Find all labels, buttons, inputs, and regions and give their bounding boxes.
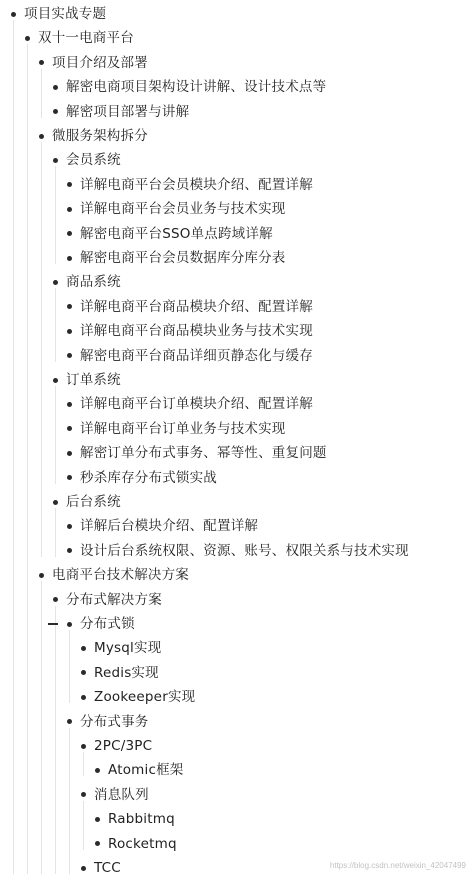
bullet-icon[interactable] (81, 695, 86, 700)
outline-item[interactable] (0, 734, 474, 758)
outline-item[interactable] (0, 490, 474, 514)
outline-item[interactable] (0, 441, 474, 465)
bullet-icon[interactable] (81, 670, 86, 675)
bullet-icon[interactable] (95, 841, 100, 846)
outline-item[interactable] (0, 26, 474, 50)
outline-item-label: Mysql实现 (94, 640, 162, 657)
outline-item-label: TCC (94, 860, 121, 876)
outline-item[interactable] (0, 173, 474, 197)
outline-item[interactable] (0, 197, 474, 221)
outline-item[interactable] (0, 612, 474, 636)
bullet-icon[interactable] (81, 744, 86, 749)
outline-item-label: 详解电商平台会员模块介绍、配置详解 (80, 176, 313, 193)
outline-item[interactable] (0, 514, 474, 538)
outline-item-label: 双十一电商平台 (38, 30, 134, 47)
collapse-icon[interactable] (48, 623, 58, 625)
outline-item-label: Zookeeper实现 (94, 689, 196, 706)
bullet-icon[interactable] (67, 426, 72, 431)
outline-item-label: 详解后台模块介绍、配置详解 (80, 518, 259, 535)
outline-item-label: 电商平台技术解决方案 (52, 567, 189, 584)
outline-item-label: Atomic框架 (108, 762, 184, 779)
bullet-icon[interactable] (53, 378, 58, 383)
outline-item[interactable] (0, 344, 474, 368)
outline-item[interactable] (0, 832, 474, 856)
outline-item-label: 详解电商平台商品模块业务与技术实现 (80, 323, 313, 340)
outline-item[interactable] (0, 783, 474, 807)
bullet-icon[interactable] (53, 109, 58, 114)
outline-item-label: 设计后台系统权限、资源、账号、权限关系与技术实现 (80, 542, 409, 559)
outline-item[interactable] (0, 539, 474, 563)
bullet-icon[interactable] (67, 622, 72, 627)
bullet-icon[interactable] (67, 451, 72, 456)
bullet-icon[interactable] (81, 866, 86, 871)
outline-item-label: 微服务架构拆分 (52, 128, 148, 144)
outline-item[interactable] (0, 661, 474, 685)
bullet-icon[interactable] (67, 402, 72, 407)
outline-item-label: 解密电商平台商品详细页静态化与缓存 (80, 347, 313, 364)
outline-item-label: 分布式解决方案 (66, 591, 162, 608)
outline-item-label: 详解电商平台订单模块介绍、配置详解 (80, 396, 313, 413)
bullet-icon[interactable] (67, 182, 72, 187)
bullet-icon[interactable] (53, 280, 58, 285)
bullet-icon[interactable] (39, 134, 44, 139)
bullet-icon[interactable] (11, 12, 16, 17)
bullet-icon[interactable] (67, 256, 72, 261)
outline-item[interactable] (0, 222, 474, 246)
outline-item[interactable] (0, 124, 474, 148)
bullet-icon[interactable] (67, 353, 72, 358)
bullet-icon[interactable] (67, 524, 72, 529)
outline-item-label: 会员系统 (66, 152, 121, 169)
bullet-icon[interactable] (67, 548, 72, 553)
outline-item-label: Redis实现 (94, 664, 159, 681)
outline-item[interactable] (0, 588, 474, 612)
outline-item-label: 解密电商平台SSO单点跨域详解 (80, 225, 273, 242)
outline-item-label: 解密电商平台会员数据库分库分表 (80, 250, 286, 266)
watermark: https://blog.csdn.net/weixin_42047499 (329, 861, 466, 870)
outline-item-label: 解密电商项目架构设计讲解、设计技术点等 (66, 79, 327, 96)
outline-item-label: 解密项目部署与讲解 (66, 103, 190, 120)
bullet-icon[interactable] (53, 158, 58, 163)
outline-item[interactable] (0, 246, 474, 270)
bullet-icon[interactable] (67, 719, 72, 724)
outline-item[interactable] (0, 75, 474, 99)
bullet-icon[interactable] (81, 646, 86, 651)
outline-item[interactable] (0, 466, 474, 490)
outline-item-label: 订单系统 (66, 372, 121, 388)
bullet-icon[interactable] (39, 573, 44, 578)
outline-item[interactable] (0, 270, 474, 294)
bullet-icon[interactable] (67, 329, 72, 334)
outline-item[interactable] (0, 685, 474, 709)
outline-item-label: 分布式事务 (80, 713, 149, 730)
outline-item-label: 分布式锁 (80, 616, 135, 632)
outline-item-label: 解密订单分布式事务、幂等性、重复问题 (80, 445, 327, 462)
outline-item[interactable] (0, 710, 474, 734)
bullet-icon[interactable] (53, 85, 58, 90)
bullet-icon[interactable] (67, 207, 72, 212)
outline-item-label: 详解电商平台订单业务与技术实现 (80, 420, 286, 437)
outline-item[interactable] (0, 368, 474, 392)
bullet-icon[interactable] (25, 36, 30, 41)
bullet-icon[interactable] (67, 304, 72, 309)
outline-item[interactable] (0, 807, 474, 831)
outline-item[interactable] (0, 319, 474, 343)
outline-item-label: 2PC/3PC (94, 738, 153, 754)
outline-item-label: Rocketmq (108, 835, 177, 852)
bullet-icon[interactable] (81, 792, 86, 797)
outline-item-label: 详解电商平台商品模块介绍、配置详解 (80, 298, 313, 315)
outline-item[interactable] (0, 2, 474, 26)
outline-item-label: 项目介绍及部署 (52, 54, 148, 71)
outline-item-label: 项目实战专题 (24, 6, 107, 22)
outline-item-label: 后台系统 (66, 494, 121, 510)
outline-item-label: 秒杀库存分布式锁实战 (80, 469, 217, 486)
bullet-icon[interactable] (95, 768, 100, 773)
outline-item-label: 消息队列 (94, 786, 149, 803)
outline-item-label: 详解电商平台会员业务与技术实现 (80, 201, 286, 218)
outline-item[interactable] (0, 100, 474, 124)
outline-item[interactable] (0, 563, 474, 587)
outline-item[interactable] (0, 295, 474, 319)
outline-item-label: 商品系统 (66, 274, 121, 291)
outline-item[interactable] (0, 417, 474, 441)
bullet-icon[interactable] (53, 597, 58, 602)
bullet-icon[interactable] (95, 817, 100, 822)
outline-item-label: Rabbitmq (108, 811, 175, 828)
outline-item[interactable] (0, 758, 474, 782)
outline-item[interactable] (0, 392, 474, 416)
outline-item[interactable] (0, 636, 474, 660)
bullet-icon[interactable] (67, 231, 72, 236)
outline-item[interactable] (0, 148, 474, 172)
outline-item[interactable] (0, 51, 474, 75)
bullet-icon[interactable] (67, 475, 72, 480)
bullet-icon[interactable] (39, 60, 44, 65)
bullet-icon[interactable] (53, 500, 58, 505)
